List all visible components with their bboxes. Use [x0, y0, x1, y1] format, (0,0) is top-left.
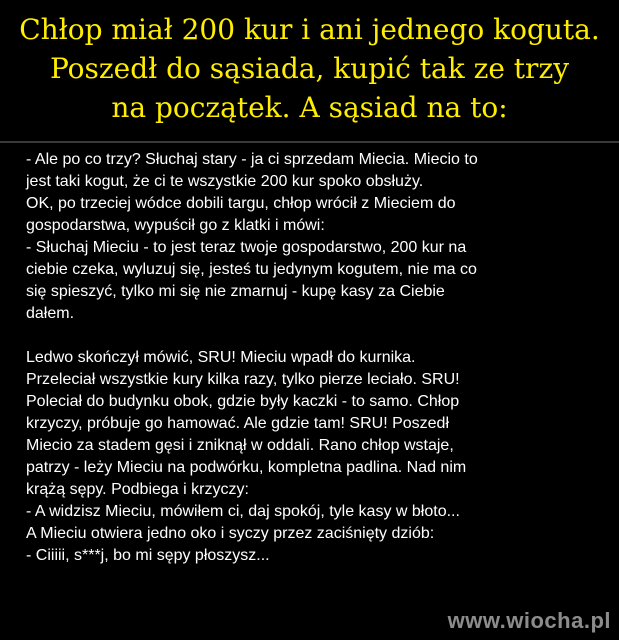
story-line: dałem.	[26, 305, 75, 322]
story-line: Przeleciał wszystkie kury kilka razy, tylko pierze leciało. SRU!	[26, 371, 460, 388]
story-line: OK, po trzeciej wódce dobili targu, chłop wrócił z Mieciem do	[26, 195, 456, 212]
site-watermark: www.wiocha.pl	[447, 608, 611, 633]
story-line: Poleciał do budynku obok, gdzie były kaczki - to samo. Chłop	[26, 393, 460, 410]
story-line: A Mieciu otwiera jedno oko i syczy przez zaciśnięty dziób:	[26, 525, 435, 542]
story-line: krążą sępy. Podbiega i krzyczy:	[26, 481, 249, 498]
story-line: patrzy - leży Mieciu na podwórku, kompletna padlina. Nad nim	[26, 459, 467, 476]
story-line: Miecio za stadem gęsi i zniknął w oddali. Rano chłop wstaje,	[26, 437, 454, 454]
story-line: gospodarstwa, wypuścił go z klatki i mówi:	[26, 217, 325, 234]
headline-line: Poszedł do sąsiada, kupić tak ze trzy	[49, 52, 570, 85]
story-line: - Ale po co trzy? Słuchaj stary - ja ci sprzedam Miecia. Miecio to	[26, 151, 478, 168]
story-line: się spieszyć, tylko mi się nie zmarnuj - kupę kasy za Ciebie	[26, 283, 445, 300]
divider	[0, 141, 619, 143]
story-line: - Ciiiii, s***j, bo mi sępy płoszysz...	[26, 547, 270, 564]
story-text	[26, 149, 606, 567]
paragraph-gap	[26, 325, 606, 347]
story-line: jest taki kogut, że ci te wszystkie 200 kur spoko obsłuży.	[26, 173, 424, 190]
headline-line: Chłop miał 200 kur i ani jednego koguta.	[19, 13, 600, 46]
story-line: - Słuchaj Mieciu - to jest teraz twoje gospodarstwo, 200 kur na	[26, 239, 467, 256]
story-line: Ledwo skończył mówić, SRU! Mieciu wpadł do kurnika.	[26, 349, 416, 366]
headline	[0, 10, 619, 127]
story-line: ciebie czeka, wyluzuj się, jesteś tu jedynym kogutem, nie ma co	[26, 261, 477, 278]
headline-line: na początek. A sąsiad na to:	[111, 91, 508, 124]
story-line: krzyczy, próbuje go hamować. Ale gdzie tam! SRU! Poszedł	[26, 415, 449, 432]
story-line: - A widzisz Mieciu, mówiłem ci, daj spokój, tyle kasy w błoto...	[26, 503, 460, 520]
